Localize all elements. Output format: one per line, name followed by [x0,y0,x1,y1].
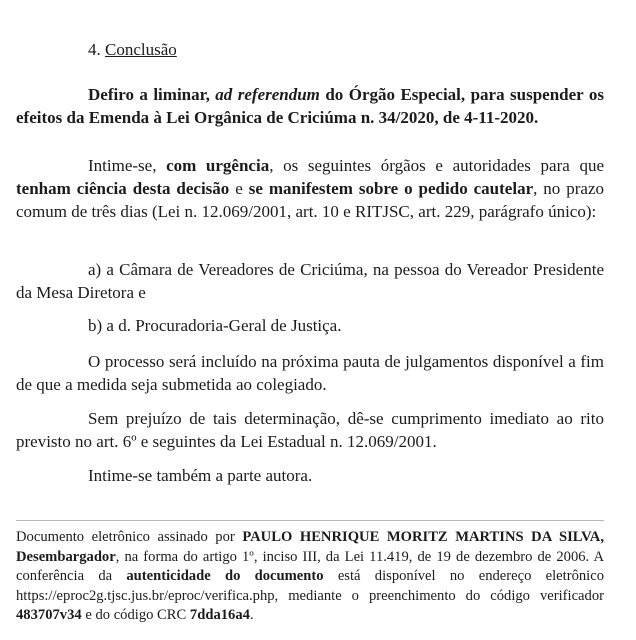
verifier-code: 483707v34 [16,607,82,623]
intimation-text-2: , os seguintes órgãos e autoridades para que [269,156,604,175]
intimation-bold-1: com urgência [166,156,270,175]
section-number: 4. [88,40,101,59]
closing-paragraph [16,464,604,487]
rite-paragraph [16,407,604,453]
decision-italic: ad referendum [215,85,320,104]
intimation-bold-3: se manifestem sobre o pedido cautelar [248,179,534,198]
intimation-bold-2: tenham ciência desta decisão [16,179,230,198]
crc-code: 7dda16a4 [189,607,250,623]
authenticity-text: autenticidade do documento [126,568,324,584]
footer-text-3: está disponível no endereço eletrônico https://eproc2g.tjsc.jus.br/eproc/verifica.php, mediante o preenchimento do código verificador [16,568,604,604]
decision-paragraph [16,83,604,129]
intimation-text-4: , no prazo comum de três dias (Lei n. 12.069/2001, art. 10 e RITJSC, art. 229, parágrafo único): [16,179,604,221]
section-heading [88,38,177,61]
intimation-text-3: e [229,179,249,198]
process-text: O processo será incluído na próxima pauta de julgamentos disponível a fim de que a medida seja submetida ao colegiado. [16,352,604,394]
decision-text-1: Defiro a liminar, [88,85,216,104]
decision-text-2: do Órgão Especial, para suspender os efeitos da Emenda à Lei Orgânica de Criciúma n. 34/2020, de 4-11-2020. [16,85,604,127]
item-b-text: b) a d. Procuradoria-Geral de Justiça. [88,316,342,335]
item-a-text: a) a Câmara de Vereadores de Criciúma, na pessoa do Vereador Presidente da Mesa Diretora e [16,260,604,302]
section-title: Conclusão [105,40,177,59]
footer-text-4: e do código CRC [81,607,190,623]
intimation-paragraph [16,154,604,223]
item-a-paragraph [16,258,604,304]
intimation-text-1: Intime-se, [88,156,167,175]
footer-text-2: , na forma do artigo 1º, inciso III, da Lei 11.419, de 19 de dezembro de 2006. A conferência da [16,548,604,584]
process-paragraph [16,350,604,396]
signature-footer [16,528,604,626]
closing-text: Intime-se também a parte autora. [88,466,313,485]
item-b-paragraph [16,314,604,337]
footer-text-5: . [249,607,254,623]
rite-text: Sem prejuízo de tais determinação, dê-se cumprimento imediato ao rito previsto no art. 6º e seguintes da Lei Estadual n. 12.069/2001. [16,409,604,451]
footer-divider [16,520,604,521]
footer-text-1: Documento eletrônico assinado por [16,529,243,545]
signer-name: PAULO HENRIQUE MORITZ MARTINS DA SILVA, Desembargador [16,529,604,565]
